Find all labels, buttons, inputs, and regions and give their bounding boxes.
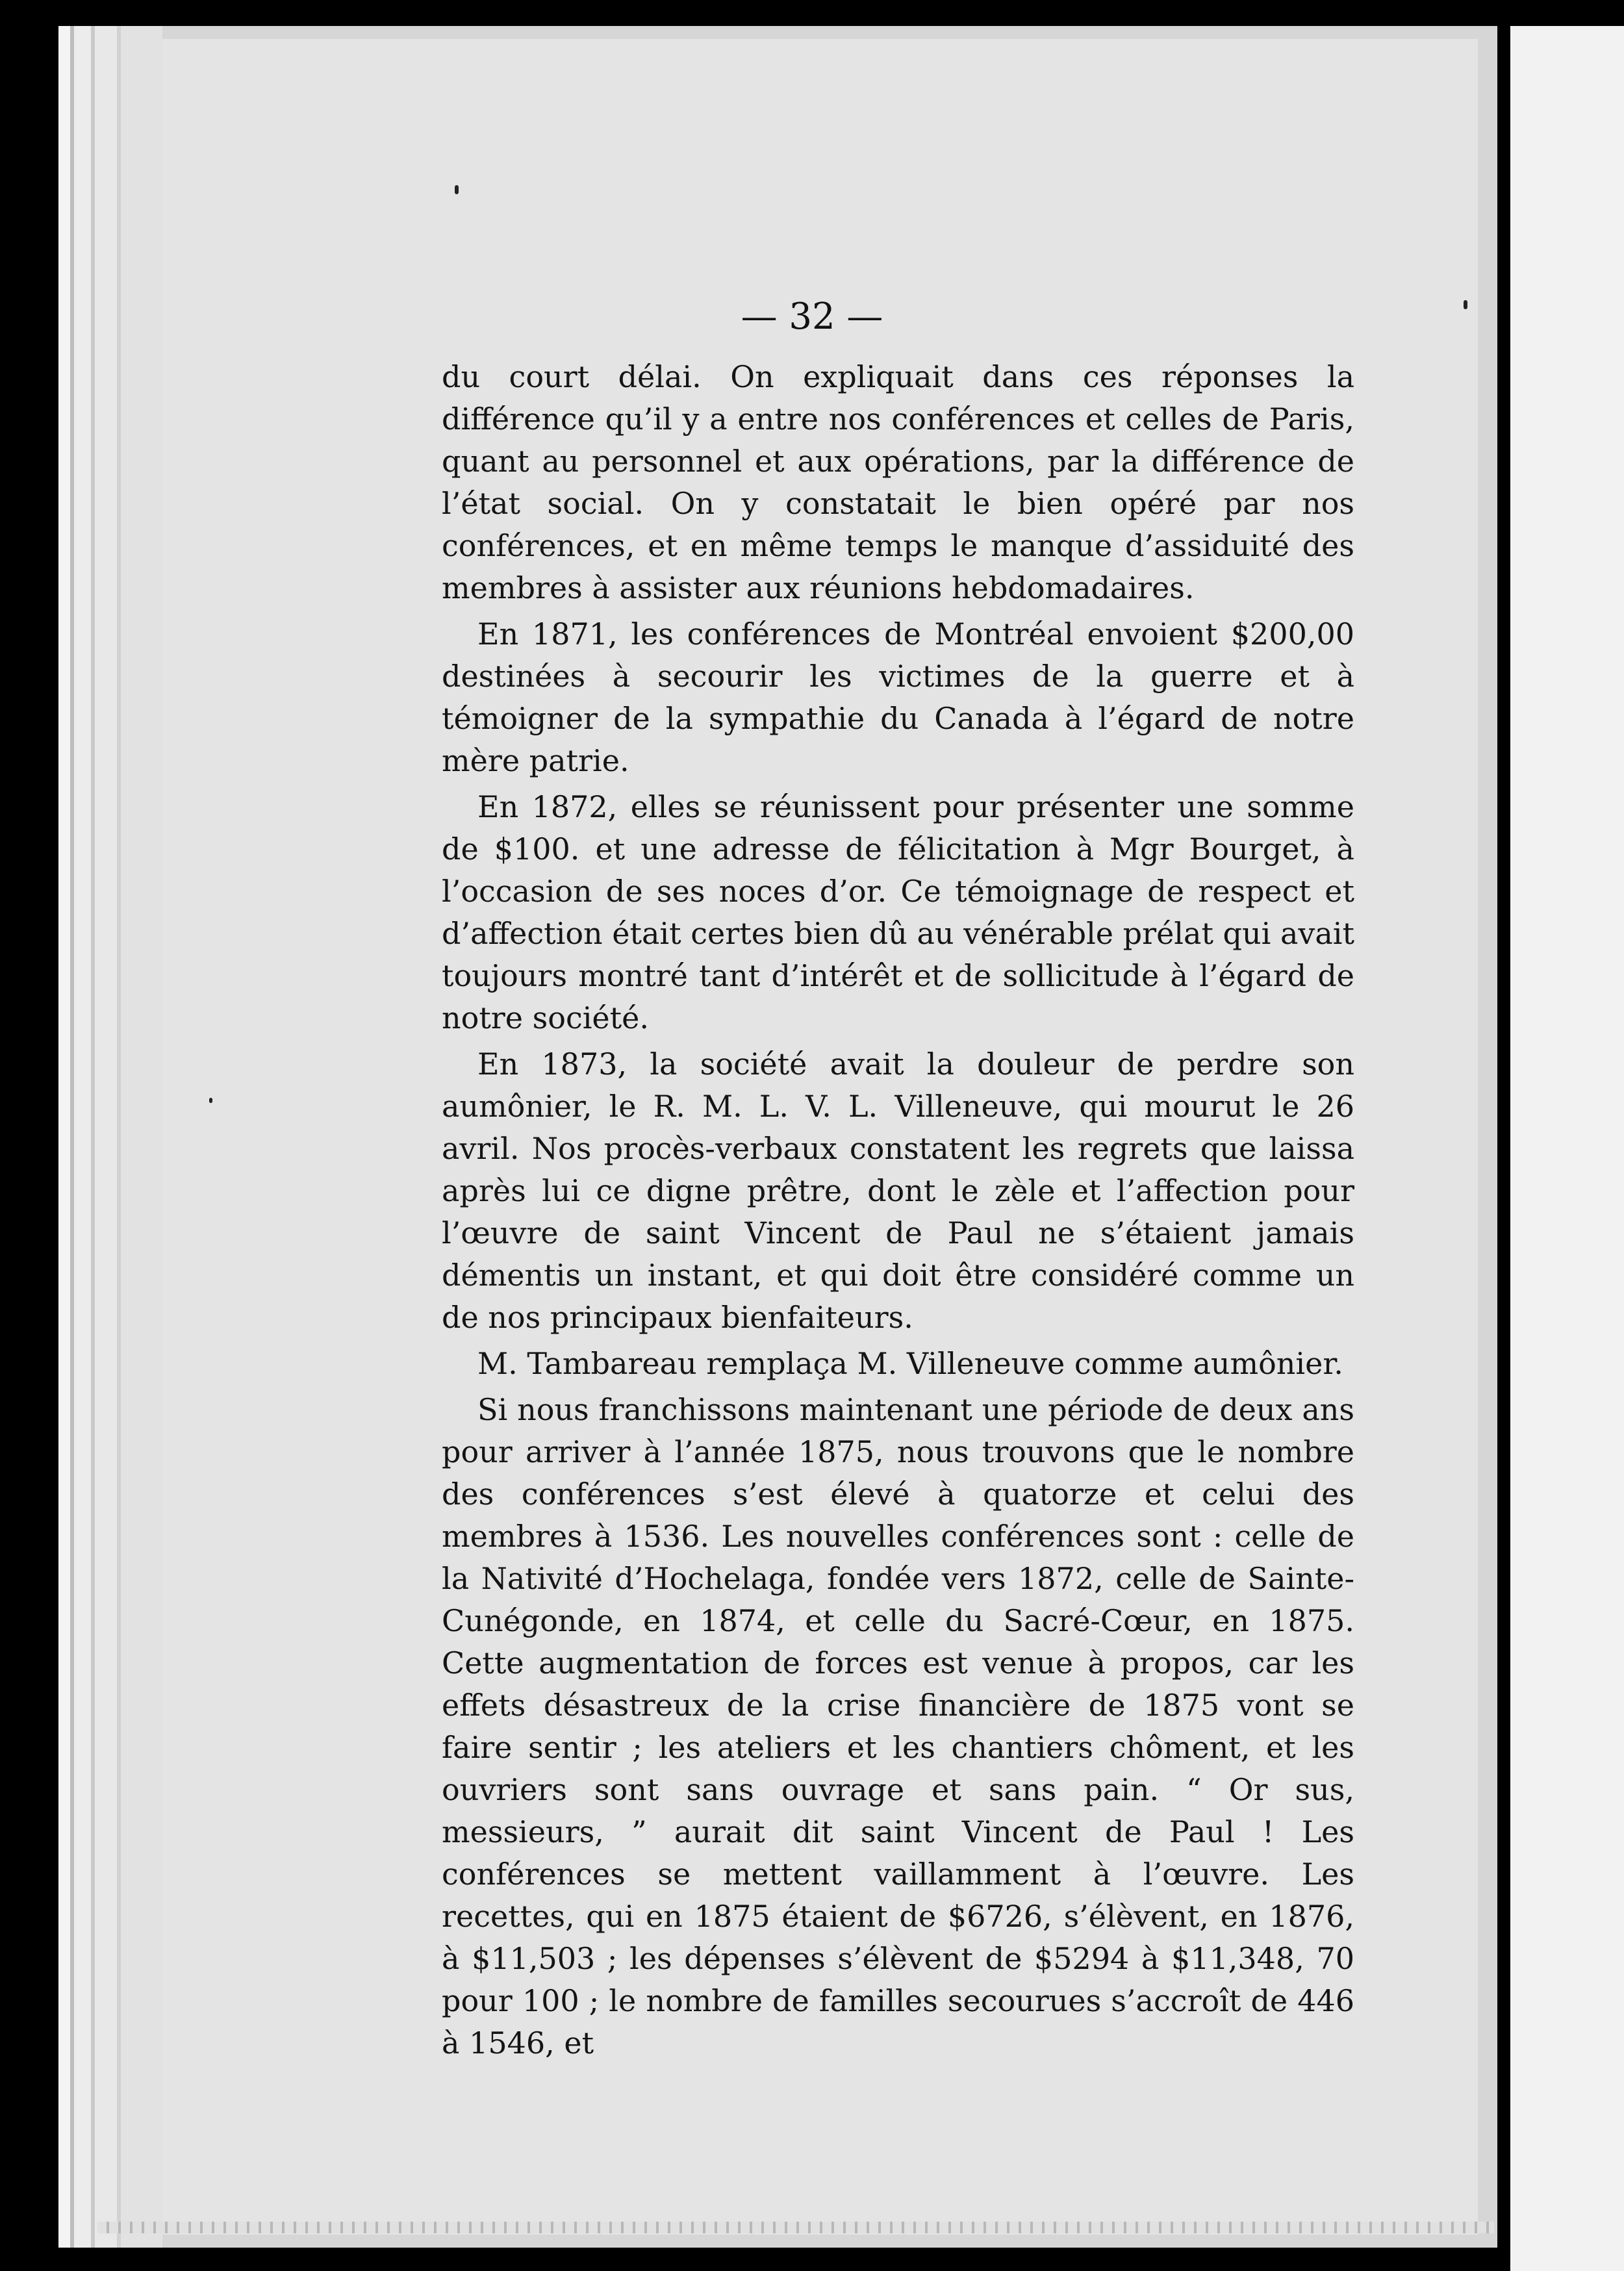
bottom-page-edge xyxy=(97,2222,1494,2233)
paragraph: En 1871, les conférences de Montréal envoient $200,00 destinées à secourir les victimes de la guerre et à témoigner de la sympathie du Canada à l’égard de notre mère patrie. xyxy=(442,616,1354,778)
paragraph: du court délai. On expliquait dans ces réponses la différence qu’il y a entre nos conférences et celles de Paris, quant au personnel et aux opérations, par la différence de l’état social. On y constatait le bien opéré par nos conférences, et en même temps le manque d’assiduité des membres à assister aux réunions hebdomadaires. xyxy=(442,359,1354,605)
paragraph: Si nous franchissons maintenant une période de deux ans pour arriver à l’année 1875, nous trouvons que le nombre des conférences s’est élevé à quatorze et celui des membres à 1536. Les nouvelles conférences sont : celle de la Nativité d’Hochelaga, fondée vers 1872, celle de Sainte-Cunégonde, en 1874, et celle du Sacré-Cœur, en 1875. Cette augmentation de forces est venue à propos, car les effets désastreux de la crise financière de 1875 vont se faire sentir ; les ateliers et les chantiers chôment, et les ouvriers sont sans ouvrage et sans pain. “ Or sus, messieurs, ” aurait dit saint Vincent de Paul ! Les conférences se mettent vaillamment à l’œuvre. Les recettes, qui en 1875 étaient de $6726, s’élèvent, en 1876, à $11,503 ; les dépenses s’élèvent de $5294 à $11,348, 70 pour 100 ; le nombre de familles secourues s’accroît de 446 à 1546, et xyxy=(442,1392,1354,2061)
page-edges xyxy=(58,26,162,2248)
paragraph: M. Tambareau remplaça M. Villeneuve comme aumônier. xyxy=(477,1346,1343,1381)
speck-mark xyxy=(209,1098,212,1103)
speck-mark xyxy=(455,185,459,194)
scanner-background-strip xyxy=(1510,26,1624,2271)
page-number: — 32 — xyxy=(741,296,883,338)
body-text xyxy=(442,356,1354,2068)
paragraph: En 1873, la société avait la douleur de perdre son aumônier, le R. M. L. V. L. Villeneuve, qui mourut le 26 avril. Nos procès-verbaux constatent les regrets que laissa après lui ce digne prêtre, dont le zèle et l’affection pour l’œuvre de saint Vincent de Paul ne s’étaient jamais démentis un instant, et qui doit être considéré comme un de nos principaux bienfaiteurs. xyxy=(442,1047,1354,1335)
paragraph: En 1872, elles se réunissent pour présenter une somme de $100. et une adresse de félicitation à Mgr Bourget, à l’occasion de ses noces d’or. Ce témoignage de respect et d’affection était certes bien dû au vénérable prélat qui avait toujours montré tant d’intérêt et de sollicitude à l’égard de notre société. xyxy=(442,789,1354,1035)
